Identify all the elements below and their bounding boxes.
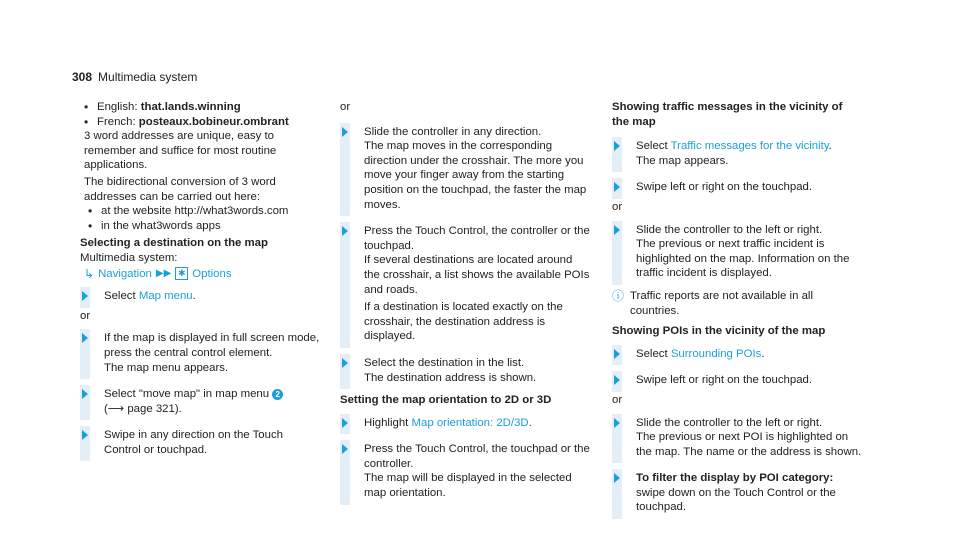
- list-item: • English: that.lands.winning: [80, 100, 320, 115]
- list-item: • at the website http://what3words.com: [84, 204, 320, 219]
- list-item: • in the what3words apps: [84, 219, 320, 234]
- step-arrow-icon: [612, 414, 622, 464]
- or-label: or: [612, 200, 623, 213]
- step-arrow-icon: [612, 178, 622, 199]
- step: Swipe in any direction on the Touch Control or touchpad.: [80, 426, 320, 461]
- nav-path: [80, 267, 320, 282]
- section-title: Multimedia system: [98, 70, 198, 84]
- step: Highlight Map orientation: 2D/3D.: [340, 414, 590, 435]
- step: Select Surrounding POIs.: [612, 345, 862, 366]
- step-arrow-icon: [612, 371, 622, 392]
- step-arrow-icon: [340, 414, 350, 435]
- info-note: ⓘ Traffic reports are not available in all countries.: [612, 288, 813, 317]
- return-arrow-icon: ↳: [84, 266, 95, 281]
- options-icon: ✱: [175, 267, 188, 280]
- section-heading: Selecting a destination on the map: [80, 237, 268, 250]
- callout-number: 2: [272, 389, 283, 400]
- step-arrow-icon: [340, 354, 350, 389]
- column-1: [80, 100, 320, 461]
- step-arrow-icon: [80, 329, 90, 379]
- list-item: • French: posteaux.bobineur.ombrant: [80, 115, 320, 130]
- or-label: or: [612, 393, 623, 406]
- step: Slide the controller in any direction. The map moves in the corresponding direction under the crosshair. The more you move your finger away from the starting position on the touchpad, the faster the map moves.: [340, 123, 590, 217]
- paragraph: The bidirectional conversion of 3 word addresses can be carried out here:: [84, 175, 276, 203]
- step: Swipe left or right on the touchpad.: [612, 178, 862, 199]
- step-arrow-icon: [340, 123, 350, 217]
- step: Select "move map" in map menu 2 (⟶ page 321).: [80, 385, 320, 420]
- page-number: 308: [72, 70, 93, 84]
- step-arrow-icon: [612, 137, 622, 172]
- page-header: [72, 70, 197, 84]
- step: Select the destination in the list. The destination address is shown.: [340, 354, 590, 389]
- or-label: or: [80, 309, 91, 322]
- double-chevron-icon: ▶▶: [155, 267, 172, 279]
- column-2: [340, 100, 590, 505]
- step: Press the Touch Control, the controller or the touchpad. If several destinations are located around the crosshair, a list shows the available POIs and roads. If a destination is located exactly on the crosshair, the destination address is displayed.: [340, 222, 590, 348]
- section-heading: Setting the map orientation to 2D or 3D: [340, 394, 552, 407]
- page-ref-arrow-icon: ⟶: [107, 402, 125, 415]
- system-label: Multimedia system:: [80, 251, 178, 264]
- nav-navigation: Navigation: [98, 267, 152, 280]
- step: Press the Touch Control, the touchpad or the controller. The map will be displayed in the selected map orientation.: [340, 440, 590, 504]
- step: Select Traffic messages for the vicinity. The map appears.: [612, 137, 862, 172]
- paragraph: 3 word addresses are unique, easy to remember and suffice for most routine applications.: [84, 130, 277, 172]
- step: To filter the display by POI category: swipe down on the Touch Control or the touchpad.: [612, 469, 862, 519]
- step: Slide the controller to the left or right. The previous or next POI is highlighted on the map. The name or the address is shown.: [612, 414, 862, 464]
- step-arrow-icon: [612, 345, 622, 366]
- section-heading: Showing traffic messages in the vicinity of the map: [612, 101, 843, 128]
- step: Select Map menu.: [80, 287, 320, 308]
- or-label: or: [340, 101, 351, 113]
- step: If the map is displayed in full screen mode, press the central control element. The map menu appears.: [80, 329, 320, 379]
- nav-options: Options: [192, 267, 232, 280]
- step-arrow-icon: [80, 426, 90, 461]
- info-icon: ⓘ: [612, 288, 625, 303]
- step: Slide the controller to the left or right. The previous or next traffic incident is highlighted on the map. Information on the traffic incident is displayed.: [612, 221, 862, 285]
- step-arrow-icon: [612, 469, 622, 519]
- step: Swipe left or right on the touchpad.: [612, 371, 862, 392]
- step-arrow-icon: [80, 385, 90, 420]
- step-arrow-icon: [612, 221, 622, 285]
- step-arrow-icon: [80, 287, 90, 308]
- step-arrow-icon: [340, 440, 350, 504]
- column-3: [612, 100, 862, 519]
- step-arrow-icon: [340, 222, 350, 348]
- section-heading: Showing POIs in the vicinity of the map: [612, 325, 826, 338]
